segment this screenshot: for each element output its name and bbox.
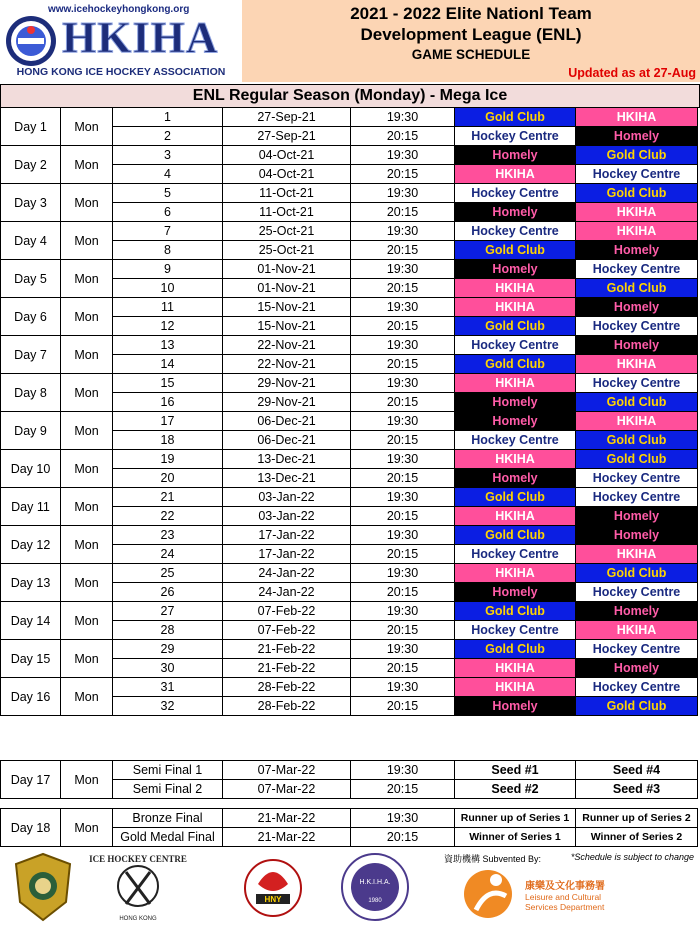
weekday: Mon xyxy=(61,374,113,412)
home-team: Homely xyxy=(455,146,576,165)
game-time: 20:15 xyxy=(351,165,455,184)
lcsd-name-en-1: Leisure and Cultural xyxy=(525,892,602,902)
game-time: 19:30 xyxy=(351,108,455,127)
game-date: 11-Oct-21 xyxy=(223,184,351,203)
weekday: Mon xyxy=(61,298,113,336)
home-team: HKIHA xyxy=(455,507,576,526)
weekday: Mon xyxy=(61,108,113,146)
home-team: Gold Club xyxy=(455,108,576,127)
home-team: Homely xyxy=(455,203,576,222)
home-team: Gold Club xyxy=(455,640,576,659)
game-time: 19:30 xyxy=(351,260,455,279)
home-team: Hockey Centre xyxy=(455,127,576,146)
game-time: 20:15 xyxy=(351,203,455,222)
game-date: 29-Nov-21 xyxy=(223,374,351,393)
game-number: 13 xyxy=(113,336,223,355)
home-team: Homely xyxy=(455,393,576,412)
updated-date: Updated as at 27-Aug xyxy=(568,66,696,80)
away-team: Hockey Centre xyxy=(576,583,698,602)
team-crest-icon xyxy=(12,852,74,922)
game-date: 21-Mar-22 xyxy=(223,828,351,847)
game-number: 25 xyxy=(113,564,223,583)
game-number: Bronze Final xyxy=(113,809,223,828)
game-time: 19:30 xyxy=(351,146,455,165)
home-team: Gold Club xyxy=(455,317,576,336)
game-number: 2 xyxy=(113,127,223,146)
game-date: 13-Dec-21 xyxy=(223,469,351,488)
home-team: HKIHA xyxy=(455,298,576,317)
weekday: Mon xyxy=(61,602,113,640)
day-label: Day 3 xyxy=(1,184,61,222)
away-team: Gold Club xyxy=(576,697,698,716)
hc-logo-sub: HONG KONG xyxy=(119,916,157,922)
game-time: 20:15 xyxy=(351,780,455,799)
game-number: 15 xyxy=(113,374,223,393)
away-team: HKIHA xyxy=(576,621,698,640)
game-number: Semi Final 1 xyxy=(113,761,223,780)
game-time: 19:30 xyxy=(351,222,455,241)
weekday: Mon xyxy=(61,450,113,488)
game-time: 19:30 xyxy=(351,526,455,545)
away-team: Gold Club xyxy=(576,450,698,469)
away-team: Gold Club xyxy=(576,146,698,165)
hc-logo-text: ICE HOCKEY CENTRE xyxy=(89,854,187,864)
day-label: Day 13 xyxy=(1,564,61,602)
game-date: 28-Feb-22 xyxy=(223,678,351,697)
game-date: 01-Nov-21 xyxy=(223,279,351,298)
schedule-note: *Schedule is subject to change xyxy=(570,852,694,862)
game-number: 21 xyxy=(113,488,223,507)
game-number: 5 xyxy=(113,184,223,203)
away-team: Hockey Centre xyxy=(576,317,698,336)
home-slot: Winner of Series 1 xyxy=(455,828,576,847)
game-number: 6 xyxy=(113,203,223,222)
game-time: 20:15 xyxy=(351,393,455,412)
home-team: Homely xyxy=(455,583,576,602)
weekday: Mon xyxy=(61,488,113,526)
day-label: Day 11 xyxy=(1,488,61,526)
away-slot: Runner up of Series 2 xyxy=(576,809,698,828)
game-date: 17-Jan-22 xyxy=(223,526,351,545)
lcsd-name-cn: 康樂及文化事務署 xyxy=(525,881,605,892)
game-date: 22-Nov-21 xyxy=(223,355,351,374)
day-label: Day 16 xyxy=(1,678,61,716)
game-row xyxy=(1,374,698,393)
game-number: 31 xyxy=(113,678,223,697)
home-team: Hockey Centre xyxy=(455,431,576,450)
game-date: 27-Sep-21 xyxy=(223,108,351,127)
day-label: Day 8 xyxy=(1,374,61,412)
home-team: Gold Club xyxy=(455,488,576,507)
final-table xyxy=(0,808,698,847)
game-date: 15-Nov-21 xyxy=(223,298,351,317)
game-time: 20:15 xyxy=(351,545,455,564)
game-date: 24-Jan-22 xyxy=(223,564,351,583)
title-line-1: 2021 - 2022 Elite Nationl Team xyxy=(350,4,592,23)
game-date: 07-Mar-22 xyxy=(223,761,351,780)
game-date: 04-Oct-21 xyxy=(223,146,351,165)
game-number: Gold Medal Final xyxy=(113,828,223,847)
game-number: 26 xyxy=(113,583,223,602)
day-label: Day 1 xyxy=(1,108,61,146)
hny-logo-text: HNY xyxy=(264,895,282,904)
game-time: 20:15 xyxy=(351,583,455,602)
game-row xyxy=(1,809,698,828)
game-number: 7 xyxy=(113,222,223,241)
away-team: Hockey Centre xyxy=(576,488,698,507)
hkiha-emblem-icon xyxy=(4,14,58,68)
weekday: Mon xyxy=(61,146,113,184)
home-team: HKIHA xyxy=(455,678,576,697)
home-team: Homely xyxy=(455,469,576,488)
weekday: Mon xyxy=(61,260,113,298)
home-team: Hockey Centre xyxy=(455,621,576,640)
home-team: Homely xyxy=(455,260,576,279)
game-number: 18 xyxy=(113,431,223,450)
away-team: Hockey Centre xyxy=(576,469,698,488)
game-row xyxy=(1,526,698,545)
game-time: 19:30 xyxy=(351,488,455,507)
away-team: Hockey Centre xyxy=(576,374,698,393)
game-date: 15-Nov-21 xyxy=(223,317,351,336)
ice-hockey-centre-logo xyxy=(89,854,187,924)
game-date: 03-Jan-22 xyxy=(223,488,351,507)
away-team: Gold Club xyxy=(576,564,698,583)
game-number: 16 xyxy=(113,393,223,412)
day-label: Day 7 xyxy=(1,336,61,374)
game-date: 11-Oct-21 xyxy=(223,203,351,222)
away-team: Gold Club xyxy=(576,184,698,203)
game-time: 19:30 xyxy=(351,336,455,355)
game-date: 24-Jan-22 xyxy=(223,583,351,602)
away-slot: Seed #3 xyxy=(576,780,698,799)
away-team: Homely xyxy=(576,127,698,146)
title-block xyxy=(242,0,700,82)
home-team: HKIHA xyxy=(455,165,576,184)
away-team: HKIHA xyxy=(576,355,698,374)
logo-wordmark: HKIHA xyxy=(62,13,219,62)
away-team: Hockey Centre xyxy=(576,678,698,697)
away-team: Homely xyxy=(576,526,698,545)
home-team: Gold Club xyxy=(455,602,576,621)
home-team: HKIHA xyxy=(455,659,576,678)
game-number: 4 xyxy=(113,165,223,184)
game-number: 10 xyxy=(113,279,223,298)
home-team: HKIHA xyxy=(455,450,576,469)
game-time: 20:15 xyxy=(351,317,455,336)
game-number: 19 xyxy=(113,450,223,469)
home-slot: Seed #1 xyxy=(455,761,576,780)
game-number: 12 xyxy=(113,317,223,336)
game-date: 03-Jan-22 xyxy=(223,507,351,526)
game-time: 19:30 xyxy=(351,412,455,431)
game-row xyxy=(1,450,698,469)
weekday: Mon xyxy=(61,678,113,716)
semi-final-table xyxy=(0,760,698,799)
game-time: 20:15 xyxy=(351,241,455,260)
game-date: 21-Mar-22 xyxy=(223,809,351,828)
away-team: Hockey Centre xyxy=(576,165,698,184)
game-time: 19:30 xyxy=(351,374,455,393)
game-time: 19:30 xyxy=(351,678,455,697)
game-number: 17 xyxy=(113,412,223,431)
game-number: 11 xyxy=(113,298,223,317)
association-name: HONG KONG ICE HOCKEY ASSOCIATION xyxy=(16,66,226,78)
away-team: Homely xyxy=(576,659,698,678)
away-slot: Winner of Series 2 xyxy=(576,828,698,847)
away-team: Homely xyxy=(576,241,698,260)
game-row xyxy=(1,488,698,507)
away-team: Hockey Centre xyxy=(576,260,698,279)
game-row xyxy=(1,260,698,279)
footer xyxy=(0,848,700,927)
lcsd-name-en-2: Services Department xyxy=(525,902,605,912)
day-label: Day 5 xyxy=(1,260,61,298)
game-date: 22-Nov-21 xyxy=(223,336,351,355)
day-label: Day 12 xyxy=(1,526,61,564)
game-number: 1 xyxy=(113,108,223,127)
away-team: Gold Club xyxy=(576,393,698,412)
game-date: 17-Jan-22 xyxy=(223,545,351,564)
home-team: Gold Club xyxy=(455,355,576,374)
game-number: 28 xyxy=(113,621,223,640)
game-date: 21-Feb-22 xyxy=(223,640,351,659)
game-row xyxy=(1,184,698,203)
game-number: 3 xyxy=(113,146,223,165)
day-label: Day 14 xyxy=(1,602,61,640)
game-number: Semi Final 2 xyxy=(113,780,223,799)
game-number: 20 xyxy=(113,469,223,488)
game-time: 20:15 xyxy=(351,507,455,526)
away-team: HKIHA xyxy=(576,203,698,222)
game-row xyxy=(1,602,698,621)
weekday: Mon xyxy=(61,412,113,450)
game-date: 13-Dec-21 xyxy=(223,450,351,469)
game-date: 21-Feb-22 xyxy=(223,659,351,678)
home-team: Homely xyxy=(455,412,576,431)
game-time: 19:30 xyxy=(351,761,455,780)
hny-team-logo xyxy=(238,854,308,922)
weekday: Mon xyxy=(61,761,113,799)
game-date: 01-Nov-21 xyxy=(223,260,351,279)
game-time: 20:15 xyxy=(351,431,455,450)
game-date: 25-Oct-21 xyxy=(223,241,351,260)
day-label: Day 6 xyxy=(1,298,61,336)
game-time: 19:30 xyxy=(351,809,455,828)
weekday: Mon xyxy=(61,222,113,260)
game-time: 20:15 xyxy=(351,355,455,374)
game-number: 9 xyxy=(113,260,223,279)
day-label: Day 9 xyxy=(1,412,61,450)
game-row xyxy=(1,761,698,780)
game-row xyxy=(1,108,698,127)
day-label: Day 10 xyxy=(1,450,61,488)
website-url[interactable]: www.icehockeyhongkong.org xyxy=(48,4,190,15)
home-team: Hockey Centre xyxy=(455,336,576,355)
weekday: Mon xyxy=(61,184,113,222)
game-time: 20:15 xyxy=(351,279,455,298)
game-row xyxy=(1,412,698,431)
game-time: 20:15 xyxy=(351,659,455,678)
weekday: Mon xyxy=(61,564,113,602)
hkiha-badge-icon xyxy=(340,852,410,922)
game-date: 29-Nov-21 xyxy=(223,393,351,412)
game-time: 20:15 xyxy=(351,127,455,146)
home-team: Hockey Centre xyxy=(455,184,576,203)
game-row xyxy=(1,640,698,659)
game-time: 19:30 xyxy=(351,298,455,317)
game-number: 32 xyxy=(113,697,223,716)
game-date: 06-Dec-21 xyxy=(223,412,351,431)
game-number: 30 xyxy=(113,659,223,678)
hkiha-badge-text: H.K.I.H.A. xyxy=(359,879,391,886)
day-label: Day 15 xyxy=(1,640,61,678)
away-team: Gold Club xyxy=(576,279,698,298)
home-team: HKIHA xyxy=(455,564,576,583)
home-team: Hockey Centre xyxy=(455,545,576,564)
away-team: HKIHA xyxy=(576,222,698,241)
away-team: HKIHA xyxy=(576,545,698,564)
game-row xyxy=(1,564,698,583)
game-date: 07-Mar-22 xyxy=(223,780,351,799)
hkiha-badge-year: 1980 xyxy=(368,898,382,904)
game-date: 06-Dec-21 xyxy=(223,431,351,450)
weekday: Mon xyxy=(61,336,113,374)
game-time: 20:15 xyxy=(351,469,455,488)
hkiha-logo[interactable] xyxy=(0,0,240,82)
game-number: 8 xyxy=(113,241,223,260)
lcsd-logo-icon xyxy=(462,866,520,922)
title-line-2: Development League (ENL) xyxy=(360,25,582,44)
game-date: 07-Feb-22 xyxy=(223,602,351,621)
weekday: Mon xyxy=(61,640,113,678)
away-team: Hockey Centre xyxy=(576,640,698,659)
game-date: 04-Oct-21 xyxy=(223,165,351,184)
weekday: Mon xyxy=(61,809,113,847)
title-line-3: GAME SCHEDULE xyxy=(411,47,531,62)
game-date: 07-Feb-22 xyxy=(223,621,351,640)
game-time: 19:30 xyxy=(351,184,455,203)
game-row xyxy=(1,298,698,317)
game-number: 14 xyxy=(113,355,223,374)
game-date: 28-Feb-22 xyxy=(223,697,351,716)
home-slot: Seed #2 xyxy=(455,780,576,799)
game-time: 19:30 xyxy=(351,450,455,469)
game-number: 22 xyxy=(113,507,223,526)
home-team: HKIHA xyxy=(455,279,576,298)
game-number: 24 xyxy=(113,545,223,564)
away-slot: Seed #4 xyxy=(576,761,698,780)
away-team: HKIHA xyxy=(576,108,698,127)
day-label: Day 17 xyxy=(1,761,61,799)
away-team: Gold Club xyxy=(576,431,698,450)
day-label: Day 4 xyxy=(1,222,61,260)
weekday: Mon xyxy=(61,526,113,564)
game-row xyxy=(1,222,698,241)
game-number: 29 xyxy=(113,640,223,659)
away-team: Homely xyxy=(576,336,698,355)
home-team: Gold Club xyxy=(455,241,576,260)
game-time: 20:15 xyxy=(351,828,455,847)
home-team: Gold Club xyxy=(455,526,576,545)
game-number: 23 xyxy=(113,526,223,545)
regular-season-table xyxy=(0,107,698,716)
game-date: 27-Sep-21 xyxy=(223,127,351,146)
game-row xyxy=(1,678,698,697)
home-team: Hockey Centre xyxy=(455,222,576,241)
away-team: Homely xyxy=(576,602,698,621)
away-team: Homely xyxy=(576,507,698,526)
header xyxy=(0,0,700,82)
subvented-by: 資助機構 Subvented By: xyxy=(444,854,542,864)
game-time: 19:30 xyxy=(351,564,455,583)
home-slot: Runner up of Series 1 xyxy=(455,809,576,828)
game-row xyxy=(1,336,698,355)
home-team: HKIHA xyxy=(455,374,576,393)
game-time: 20:15 xyxy=(351,697,455,716)
game-time: 19:30 xyxy=(351,640,455,659)
game-number: 27 xyxy=(113,602,223,621)
away-team: Homely xyxy=(576,298,698,317)
game-time: 19:30 xyxy=(351,602,455,621)
home-team: Homely xyxy=(455,697,576,716)
game-row xyxy=(1,146,698,165)
day-label: Day 18 xyxy=(1,809,61,847)
game-time: 20:15 xyxy=(351,621,455,640)
game-date: 25-Oct-21 xyxy=(223,222,351,241)
section-title: ENL Regular Season (Monday) - Mega Ice xyxy=(0,84,700,108)
lcsd-name xyxy=(525,882,605,912)
day-label: Day 2 xyxy=(1,146,61,184)
away-team: HKIHA xyxy=(576,412,698,431)
